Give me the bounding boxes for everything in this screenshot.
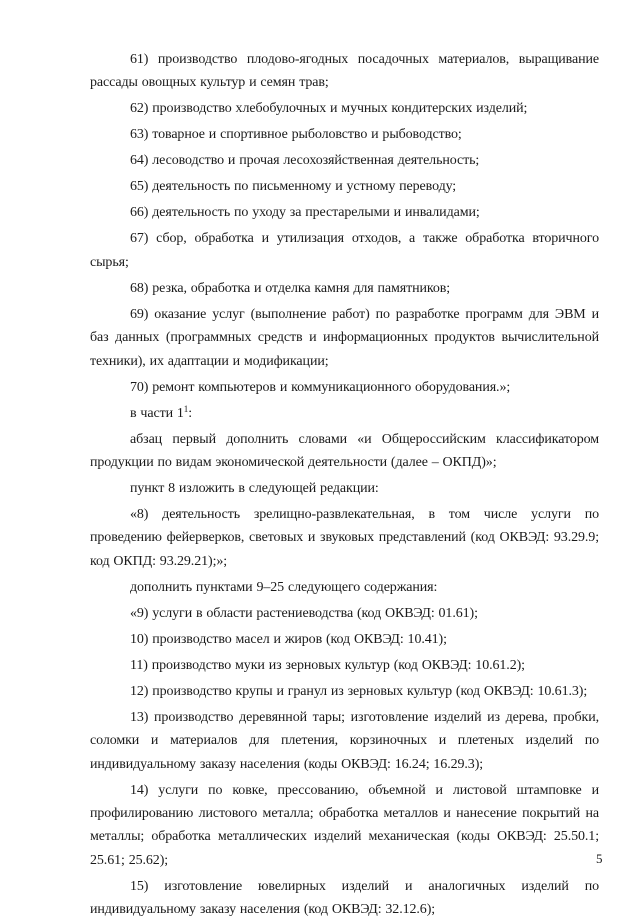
list-item-66: 66) деятельность по уходу за престарелыми и инвалидами; bbox=[130, 205, 480, 221]
new-item-8: «8) деятельность зрелищно-развлекательная, в том числе услуги по проведению фейерверков, световых и звуковых представлений (код ОКВЭД: 93.29.9; код ОКПД: 93.29.21);»; bbox=[90, 507, 599, 569]
new-item-14: 14) услуги по ковке, прессованию, объемной и листовой штамповке и профилированию листового металла; обработка металлов и нанесение покрытий на металлы; обработка металлических изделий механическая (коды ОКВЭД: 25.50.1; 25.61; 25.62); bbox=[90, 782, 599, 868]
list-item-69: 69) оказание услуг (выполнение работ) по разработке программ для ЭВМ и баз данных (программных средств и информационных продуктов вычислительной техники), их адаптации и модификации; bbox=[90, 306, 599, 369]
list-item-67: 67) сбор, обработка и утилизация отходов, а также обработка вторичного сырья; bbox=[90, 231, 599, 270]
part-heading bbox=[90, 402, 599, 425]
list-item-68: 68) резка, обработка и отделка камня для памятников; bbox=[130, 280, 451, 296]
page-number: 5 bbox=[596, 851, 603, 866]
new-item-15: 15) изготовление ювелирных изделий и аналогичных изделий по индивидуальному заказу населения (код ОКВЭД: 32.12.6); bbox=[90, 878, 599, 918]
new-item-10: 10) производство масел и жиров (код ОКВЭД: 10.41); bbox=[130, 631, 447, 647]
amendment-paragraph-3: дополнить пунктами 9–25 следующего содержания: bbox=[130, 579, 438, 595]
list-item-63: 63) товарное и спортивное рыболовство и рыбоводство; bbox=[130, 127, 462, 143]
list-item-70: 70) ремонт компьютеров и коммуникационного оборудования.»; bbox=[130, 379, 511, 395]
part-heading-superscript: 1 bbox=[183, 403, 189, 414]
document-page bbox=[90, 48, 599, 924]
new-item-13: 13) производство деревянной тары; изготовление изделий из дерева, пробки, соломки и материалов для плетения, корзиночных и плетеных изделий по индивидуальному заказу населения (коды ОКВЭД: 16.24; 16.29.3); bbox=[90, 709, 599, 772]
list-item-62: 62) производство хлебобулочных и мучных кондитерских изделий; bbox=[130, 101, 528, 117]
new-item-9: «9) услуги в области растениеводства (код ОКВЭД: 01.61); bbox=[130, 605, 478, 621]
list-item-65: 65) деятельность по письменному и устному переводу; bbox=[130, 179, 457, 195]
list-item-61: 61) производство плодово-ягодных посадочных материалов, выращивание рассады овощных культур и семян трав; bbox=[90, 52, 599, 91]
part-heading-colon: : bbox=[188, 405, 192, 421]
new-item-12: 12) производство крупы и гранул из зерновых культур (код ОКВЭД: 10.61.3); bbox=[130, 683, 588, 699]
new-item-11: 11) производство муки из зерновых культур (код ОКВЭД: 10.61.2); bbox=[130, 657, 525, 673]
amendment-paragraph-2: пункт 8 изложить в следующей редакции: bbox=[130, 481, 379, 497]
amendment-paragraph-1: абзац первый дополнить словами «и Общероссийским классификатором продукции по видам экономической деятельности (далее – ОКПД)»; bbox=[90, 431, 599, 471]
list-item-64: 64) лесоводство и прочая лесохозяйственная деятельность; bbox=[130, 153, 480, 169]
part-heading-text: в части 1 bbox=[130, 405, 184, 421]
